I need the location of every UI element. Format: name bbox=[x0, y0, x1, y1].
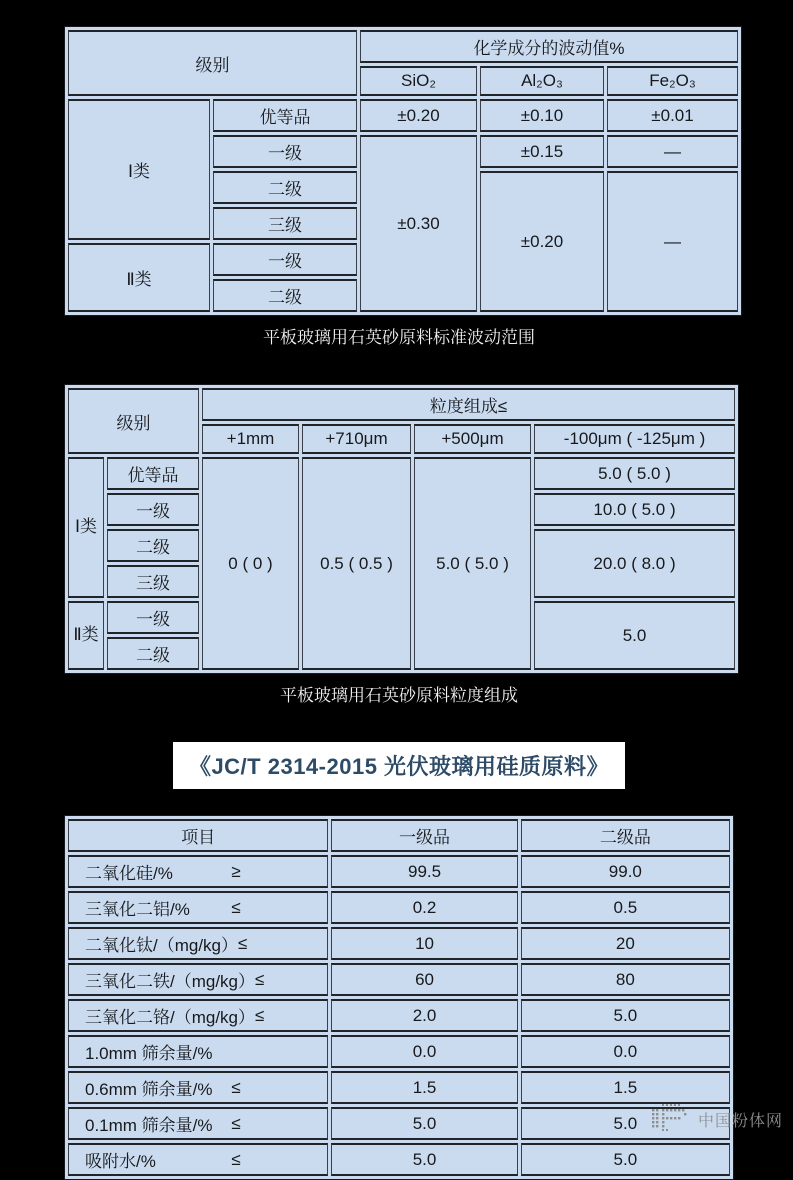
value-cell: 10.0 ( 5.0 ) bbox=[534, 493, 735, 526]
value-cell: ±0.20 bbox=[480, 171, 604, 312]
grade-cell: 优等品 bbox=[107, 457, 199, 490]
value-cell: ±0.01 bbox=[607, 99, 738, 132]
grade-cell: 一级 bbox=[213, 243, 357, 276]
value-cell: 5.0 bbox=[521, 1143, 730, 1176]
value-cell: ±0.30 bbox=[360, 135, 477, 312]
item-cell: 三氧化二铬/（mg/kg） ≤ bbox=[68, 999, 328, 1032]
class2-cell: Ⅱ类 bbox=[68, 243, 210, 312]
header-sio2: SiO₂ bbox=[360, 66, 477, 96]
page bbox=[64, 26, 734, 1180]
value-cell: 80 bbox=[521, 963, 730, 996]
comparator: ≤ bbox=[231, 1113, 241, 1133]
cnpowder-logo-icon bbox=[652, 1104, 692, 1134]
value-cell: 5.0 ( 5.0 ) bbox=[414, 457, 531, 670]
value-cell: — bbox=[607, 135, 738, 168]
table-row bbox=[68, 927, 730, 960]
value-cell: ±0.10 bbox=[480, 99, 604, 132]
value-cell: 0.0 bbox=[331, 1035, 517, 1068]
watermark-text: 中国粉体网 bbox=[697, 1112, 783, 1130]
header-100um: -100μm ( -125μm ) bbox=[534, 424, 735, 454]
value-cell: 60 bbox=[331, 963, 517, 996]
value-cell: — bbox=[607, 171, 738, 312]
value-cell: 99.0 bbox=[521, 855, 730, 888]
grade-cell: 二级 bbox=[213, 171, 357, 204]
header-fe2o3: Fe₂O₃ bbox=[607, 66, 738, 96]
grade-cell: 二级 bbox=[107, 637, 199, 670]
table-row bbox=[68, 891, 730, 924]
comparator: ≤ bbox=[255, 969, 265, 989]
comparator: ≤ bbox=[255, 1005, 265, 1025]
table1-caption: 平板玻璃用石英砂原料标准波动范围 bbox=[263, 328, 535, 347]
table-row bbox=[68, 855, 730, 888]
grade-cell: 一级 bbox=[107, 493, 199, 526]
standard-title-banner bbox=[64, 742, 734, 789]
table2-caption: 平板玻璃用石英砂原料粒度组成 bbox=[280, 686, 518, 705]
header-500um: +500μm bbox=[414, 424, 531, 454]
item-cell: 0.6mm 筛余量/% ≤ bbox=[68, 1071, 328, 1104]
table-row bbox=[68, 30, 738, 63]
value-cell: 99.5 bbox=[331, 855, 517, 888]
header-al2o3: Al₂O₃ bbox=[480, 66, 604, 96]
value-cell: 1.5 bbox=[521, 1071, 730, 1104]
table-row bbox=[68, 457, 735, 490]
value-cell: 5.0 ( 5.0 ) bbox=[534, 457, 735, 490]
item-cell: 二氧化钛/（mg/kg） ≤ bbox=[68, 927, 328, 960]
comparator: ≤ bbox=[231, 897, 241, 917]
item-cell: 三氧化二铁/（mg/kg） ≤ bbox=[68, 963, 328, 996]
table-row bbox=[68, 963, 730, 996]
header-grade1: 一级品 bbox=[331, 819, 517, 852]
silica-requirements-table bbox=[64, 815, 734, 1180]
value-cell: 20 bbox=[521, 927, 730, 960]
class2-cell: Ⅱ类 bbox=[68, 601, 104, 670]
table-row bbox=[68, 1107, 730, 1140]
value-cell: 1.5 bbox=[331, 1071, 517, 1104]
value-cell: 10 bbox=[331, 927, 517, 960]
grade-cell: 三级 bbox=[107, 565, 199, 598]
table-row bbox=[68, 1035, 730, 1068]
comparator: ≤ bbox=[231, 1149, 241, 1169]
value-cell: 0.0 bbox=[521, 1035, 730, 1068]
table-row bbox=[68, 999, 730, 1032]
value-cell: 5.0 bbox=[521, 1107, 730, 1140]
value-cell: 5.0 bbox=[534, 601, 735, 670]
comparator: ≤ bbox=[238, 933, 248, 953]
table-row bbox=[68, 1071, 730, 1104]
value-cell: 0.5 bbox=[521, 891, 730, 924]
value-cell: ±0.15 bbox=[480, 135, 604, 168]
grade-cell: 三级 bbox=[213, 207, 357, 240]
grade-cell: 优等品 bbox=[213, 99, 357, 132]
comparator: ≥ bbox=[231, 861, 241, 881]
header-grade2: 二级品 bbox=[521, 819, 730, 852]
header-chem-group: 化学成分的波动值% bbox=[360, 30, 738, 63]
table-row bbox=[68, 99, 738, 132]
value-cell: ±0.20 bbox=[360, 99, 477, 132]
comparator: ≤ bbox=[231, 1077, 241, 1097]
value-cell: 0.2 bbox=[331, 891, 517, 924]
header-grade: 级别 bbox=[68, 30, 357, 96]
item-cell: 三氧化二铝/% ≤ bbox=[68, 891, 328, 924]
standard-title-text: 《JC/T 2314-2015 光伏玻璃用硅质原料》 bbox=[173, 742, 625, 789]
value-cell: 0.5 ( 0.5 ) bbox=[302, 457, 411, 670]
value-cell: 2.0 bbox=[331, 999, 517, 1032]
value-cell: 5.0 bbox=[331, 1107, 517, 1140]
grade-cell: 一级 bbox=[107, 601, 199, 634]
header-item: 项目 bbox=[68, 819, 328, 852]
grade-cell: 二级 bbox=[107, 529, 199, 562]
watermark bbox=[652, 1104, 783, 1134]
grade-cell: 二级 bbox=[213, 279, 357, 312]
table-row bbox=[68, 819, 730, 852]
header-size-group: 粒度组成≤ bbox=[202, 388, 735, 421]
item-cell: 二氧化硅/% ≥ bbox=[68, 855, 328, 888]
grade-cell: 一级 bbox=[213, 135, 357, 168]
header-1mm: +1mm bbox=[202, 424, 299, 454]
class1-cell: Ⅰ类 bbox=[68, 99, 210, 240]
chemical-fluctuation-table bbox=[64, 26, 742, 316]
class1-cell: Ⅰ类 bbox=[68, 457, 104, 598]
value-cell: 20.0 ( 8.0 ) bbox=[534, 529, 735, 598]
table-row bbox=[68, 1143, 730, 1176]
value-cell: 5.0 bbox=[521, 999, 730, 1032]
header-710um: +710μm bbox=[302, 424, 411, 454]
value-cell: 5.0 bbox=[331, 1143, 517, 1176]
particle-size-table bbox=[64, 384, 739, 674]
header-grade: 级别 bbox=[68, 388, 199, 454]
item-cell: 1.0mm 筛余量/% bbox=[68, 1035, 328, 1068]
item-cell: 0.1mm 筛余量/% ≤ bbox=[68, 1107, 328, 1140]
value-cell: 0 ( 0 ) bbox=[202, 457, 299, 670]
item-cell: 吸附水/% ≤ bbox=[68, 1143, 328, 1176]
table-row bbox=[68, 388, 735, 421]
